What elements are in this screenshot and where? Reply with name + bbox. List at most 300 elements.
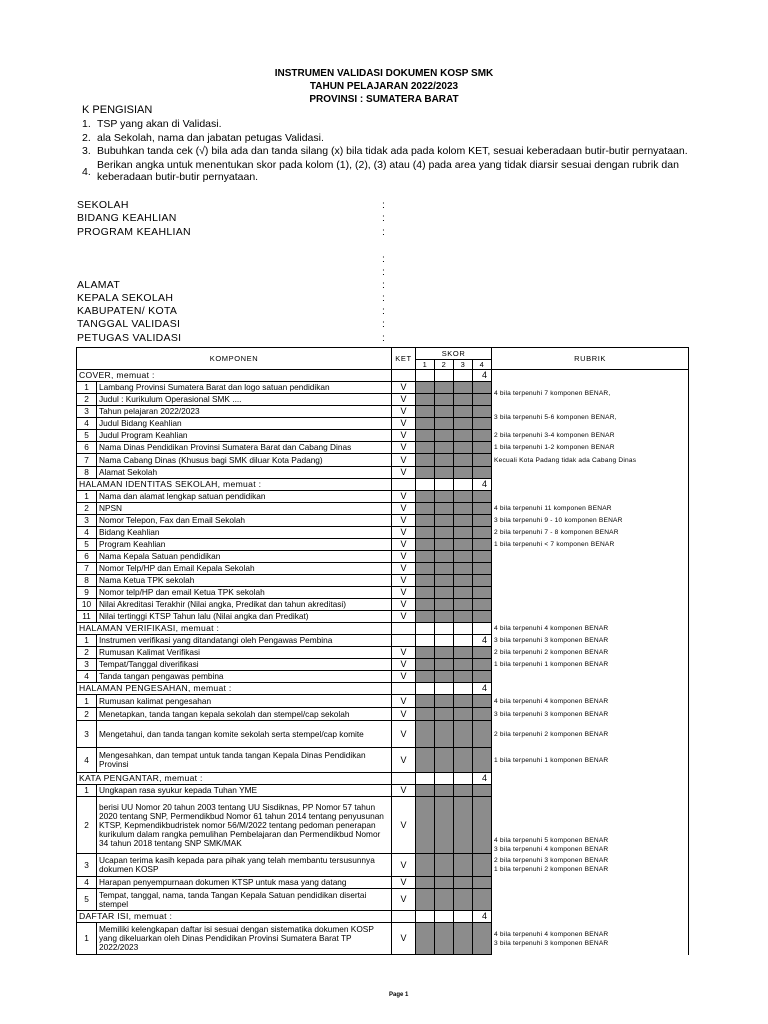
item-number: 1 <box>77 635 97 647</box>
item-number: 9 <box>77 587 97 599</box>
item-number: 4 <box>77 671 97 683</box>
table-row <box>77 382 689 394</box>
skor-cell-4 <box>473 877 492 889</box>
skor-cell-2 <box>435 551 454 563</box>
item-number: 2 <box>77 394 97 406</box>
ket-check: V <box>392 430 416 442</box>
rubrik-cell: 4 bila terpenuhi 7 komponen BENAR, <box>492 382 689 406</box>
rubrik-cell: 3 bila terpenuhi 3 komponen BENAR <box>492 635 689 647</box>
table-row <box>77 695 689 708</box>
field-petugas-validasi: PETUGAS VALIDASI <box>77 332 182 344</box>
skor-cell-4 <box>473 515 492 527</box>
skor-cell-2 <box>435 911 454 923</box>
header-skor: SKOR <box>416 348 492 360</box>
skor-cell-3 <box>454 551 473 563</box>
skor-cell-4 <box>473 551 492 563</box>
table-row <box>77 708 689 721</box>
item-number: 4 <box>77 748 97 773</box>
ket-check: V <box>392 889 416 911</box>
skor-cell-3 <box>454 923 473 955</box>
field-colon: : <box>382 292 385 304</box>
skor-cell-2 <box>435 708 454 721</box>
item-text: Judul : Kurikulum Operasional SMK .... <box>97 394 392 406</box>
rubrik-cell <box>492 370 689 382</box>
ket-check <box>392 635 416 647</box>
section-row-identitas <box>77 479 689 491</box>
table-row <box>77 748 689 773</box>
skor-cell-4 <box>473 454 492 467</box>
item-number: 1 <box>77 695 97 708</box>
item-number: 4 <box>77 527 97 539</box>
ket-check: V <box>392 854 416 877</box>
skor-cell-4 <box>473 503 492 515</box>
skor-cell-1 <box>416 527 435 539</box>
rubrik-cell <box>492 854 689 877</box>
ket-check: V <box>392 785 416 797</box>
skor-cell-4 <box>473 623 492 635</box>
instruction-text: ala Sekolah, nama dan jabatan petugas Validasi. <box>97 132 324 144</box>
skor-cell-3 <box>454 370 473 382</box>
skor-cell-1 <box>416 911 435 923</box>
table-row <box>77 797 689 854</box>
item-text: Nomor telp/HP dan email Ketua TPK sekolah <box>97 587 392 599</box>
skor-cell-3 <box>454 635 473 647</box>
header-skor-4: 4 <box>473 360 492 370</box>
skor-cell-4 <box>473 748 492 773</box>
item-number: 8 <box>77 575 97 587</box>
field-colon: : <box>382 318 385 330</box>
skor-cell-3 <box>454 539 473 551</box>
section-row-verifikasi <box>77 623 689 635</box>
ket-cell <box>392 479 416 491</box>
item-text: Nomor Telepon, Fax dan Email Sekolah <box>97 515 392 527</box>
ket-check: V <box>392 503 416 515</box>
skor-cell-3 <box>454 611 473 623</box>
ket-check: V <box>392 748 416 773</box>
table-row <box>77 551 689 563</box>
skor-cell-1 <box>416 491 435 503</box>
field-kabupaten-kota: KABUPATEN/ KOTA <box>77 305 178 317</box>
skor-cell-1 <box>416 515 435 527</box>
table-row <box>77 454 689 467</box>
skor-cell-1 <box>416 442 435 454</box>
skor-cell-4 <box>473 889 492 911</box>
rubrik-line: 1 bila terpenuhi 2 komponen BENAR <box>494 866 609 873</box>
skor-cell-1 <box>416 773 435 785</box>
page-footer: Page 1 <box>389 992 409 998</box>
skor-cell-3 <box>454 647 473 659</box>
item-text: Nomor Telp/HP dan Email Kepala Sekolah <box>97 563 392 575</box>
rubrik-cell <box>492 797 689 854</box>
skor-cell-2 <box>435 923 454 955</box>
item-number: 4 <box>77 418 97 430</box>
skor-cell-1 <box>416 889 435 911</box>
skor-cell-4 <box>473 563 492 575</box>
ket-check: V <box>392 563 416 575</box>
rubrik-cell: Kecuali Kota Padang tidak ada Cabang Dinas <box>492 454 689 467</box>
item-text: Harapan penyempurnaan dokumen KTSP untuk masa yang datang <box>97 877 392 889</box>
item-text: Nilai Akreditasi Terakhir (Nilai angka, Predikat dan tahun akreditasi) <box>97 599 392 611</box>
item-number: 8 <box>77 467 97 479</box>
skor-cell-4 <box>473 430 492 442</box>
header-skor-3: 3 <box>454 360 473 370</box>
skor-cell-1 <box>416 394 435 406</box>
skor-cell-2 <box>435 406 454 418</box>
rubrik-cell: 4 bila terpenuhi 4 komponen BENAR <box>492 695 689 708</box>
instruction-number: 2. <box>82 132 91 144</box>
section-row-daftar <box>77 911 689 923</box>
skor-cell-2 <box>435 797 454 854</box>
skor-cell-3 <box>454 503 473 515</box>
rubrik-line: 4 bila terpenuhi 5 komponen BENAR <box>494 836 609 844</box>
item-number: 2 <box>77 647 97 659</box>
item-text: berisi UU Nomor 20 tahun 2003 tentang UU Sisdiknas, PP Nomor 57 tahun 2020 tentang SNP, Permendikbud Nomor 61 tahun 2014 tentang penyusunan KTSP, Kepmendikbudristek nomor 56/M/2022 tentang pedoman penerapan kurikulum dalam rangka pemulihan Pembelajaran dan Permendikbud Nomor 34 tahun 2018 tentang SNP SMK/MAK <box>97 797 392 854</box>
item-text: Rumusan Kalimat Verifikasi <box>97 647 392 659</box>
skor-cell-3 <box>454 708 473 721</box>
rubrik-cell <box>492 683 689 695</box>
rubrik-line: 2 bila terpenuhi 3 komponen BENAR <box>494 857 609 864</box>
rubrik-cell: 4 bila terpenuhi 11 komponen BENAR <box>492 503 689 515</box>
instruction-number: 1. <box>82 118 91 130</box>
table-row <box>77 635 689 647</box>
skor-cell-3 <box>454 587 473 599</box>
skor-cell-2 <box>435 587 454 599</box>
rubrik-cell <box>492 467 689 479</box>
item-text: Instrumen verifikasi yang ditandatangi oleh Pengawas Pembina <box>97 635 392 647</box>
ket-check: V <box>392 599 416 611</box>
skor-cell-2 <box>435 515 454 527</box>
skor-cell-4 <box>473 575 492 587</box>
table-row <box>77 491 689 503</box>
skor-cell-2 <box>435 877 454 889</box>
item-text: Nama Cabang Dinas (Khusus bagi SMK diluar Kota Padang) <box>97 454 392 467</box>
field-colon: : <box>382 253 385 265</box>
ket-check: V <box>392 659 416 671</box>
rubrik-cell <box>492 785 689 797</box>
table-row <box>77 785 689 797</box>
field-colon: : <box>382 332 385 344</box>
skor-cell-1 <box>416 683 435 695</box>
skor-cell-4 <box>473 418 492 430</box>
item-number: 5 <box>77 430 97 442</box>
document-subtitle-year: TAHUN PELAJARAN 2022/2023 <box>309 81 459 92</box>
rubrik-cell: 2 bila terpenuhi 3-4 komponen BENAR <box>492 430 689 442</box>
item-text: Alamat Sekolah <box>97 467 392 479</box>
skor-cell-1 <box>416 647 435 659</box>
document-subtitle-province: PROVINSI : SUMATERA BARAT <box>309 94 459 105</box>
skor-cell-3 <box>454 491 473 503</box>
document-title: INSTRUMEN VALIDASI DOKUMEN KOSP SMK <box>274 68 494 79</box>
skor-cell-3 <box>454 527 473 539</box>
item-text: Mengesahkan, dan tempat untuk tanda tangan Kepala Dinas Pendidikan Provinsi <box>97 748 392 773</box>
skor-cell-3 <box>454 467 473 479</box>
skor-cell-2 <box>435 721 454 748</box>
item-text: Mengetahui, dan tanda tangan komite sekolah serta stempel/cap komite <box>97 721 392 748</box>
skor-cell-4 <box>473 695 492 708</box>
skor-cell-4 <box>473 611 492 623</box>
rubrik-line: 3 bila terpenuhi 3 komponen BENAR <box>494 939 609 947</box>
rubrik-cell: 3 bila terpenuhi 3 komponen BENAR <box>492 708 689 721</box>
item-text: Rumusan kalimat pengesahan <box>97 695 392 708</box>
ket-check: V <box>392 382 416 394</box>
header-komponen: KOMPONEN <box>77 348 392 370</box>
ket-check: V <box>392 797 416 854</box>
skor-cell-1 <box>416 479 435 491</box>
validation-table <box>76 347 689 955</box>
skor-cell-2 <box>435 599 454 611</box>
item-text: Nama Kepala Satuan pendidikan <box>97 551 392 563</box>
ket-cell <box>392 683 416 695</box>
skor-cell-3 <box>454 563 473 575</box>
ket-check: V <box>392 551 416 563</box>
rubrik-cell: 1 bila terpenuhi 1 komponen BENAR <box>492 748 689 773</box>
skor-cell-3 <box>454 671 473 683</box>
skor-cell-1 <box>416 503 435 515</box>
skor-cell-4 <box>473 671 492 683</box>
field-colon: : <box>382 266 385 278</box>
table-row <box>77 515 689 527</box>
skor-cell-1 <box>416 659 435 671</box>
skor-cell-2 <box>435 683 454 695</box>
skor-cell-4 <box>473 721 492 748</box>
skor-cell-2 <box>435 659 454 671</box>
item-text: Nama Dinas Pendidikan Provinsi Sumatera Barat dan Cabang Dinas <box>97 442 392 454</box>
skor-cell-3 <box>454 797 473 854</box>
skor-cell-2 <box>435 527 454 539</box>
skor-cell-4 <box>473 491 492 503</box>
skor-cell-4: 4 <box>473 773 492 785</box>
field-kepala-sekolah: KEPALA SEKOLAH <box>77 292 174 304</box>
skor-cell-4 <box>473 785 492 797</box>
header-rubrik: RUBRIK <box>492 348 689 370</box>
table-body <box>77 370 689 955</box>
skor-cell-3 <box>454 721 473 748</box>
item-number: 3 <box>77 515 97 527</box>
ket-check: V <box>392 721 416 748</box>
rubrik-line: 3 bila terpenuhi 4 komponen BENAR <box>494 845 609 853</box>
table-row <box>77 671 689 683</box>
ket-check: V <box>392 539 416 551</box>
section-row-pengantar <box>77 773 689 785</box>
skor-cell-4 <box>473 442 492 454</box>
ket-check: V <box>392 575 416 587</box>
skor-cell-1 <box>416 611 435 623</box>
rubrik-cell: 4 bila terpenuhi 4 komponen BENAR <box>492 623 689 635</box>
item-number: 3 <box>77 854 97 877</box>
item-number: 2 <box>77 503 97 515</box>
skor-cell-3 <box>454 454 473 467</box>
item-number: 5 <box>77 889 97 911</box>
item-number: 7 <box>77 454 97 467</box>
field-colon: : <box>382 226 385 238</box>
section-row-cover <box>77 370 689 382</box>
ket-cell <box>392 911 416 923</box>
ket-check: V <box>392 406 416 418</box>
skor-cell-2 <box>435 394 454 406</box>
skor-cell-1 <box>416 370 435 382</box>
rubrik-cell <box>492 889 689 911</box>
ket-check: V <box>392 454 416 467</box>
skor-cell-4 <box>473 527 492 539</box>
skor-cell-3 <box>454 889 473 911</box>
table-row <box>77 647 689 659</box>
skor-cell-2 <box>435 773 454 785</box>
skor-cell-1 <box>416 785 435 797</box>
skor-cell-3 <box>454 773 473 785</box>
skor-cell-4: 4 <box>473 635 492 647</box>
item-text: Tempat/Tanggal diverifikasi <box>97 659 392 671</box>
rubrik-cell: 2 bila terpenuhi 7 - 8 komponen BENAR <box>492 527 689 539</box>
skor-cell-3 <box>454 623 473 635</box>
item-number: 1 <box>77 785 97 797</box>
skor-cell-3 <box>454 442 473 454</box>
skor-cell-3 <box>454 877 473 889</box>
skor-cell-4: 4 <box>473 479 492 491</box>
item-number: 10 <box>77 599 97 611</box>
skor-cell-4 <box>473 539 492 551</box>
rubrik-cell: 1 bila terpenuhi < 7 komponen BENAR <box>492 539 689 551</box>
instruction-number: 3. <box>82 145 91 157</box>
item-text: Memiliki kelengkapan daftar isi sesuai dengan sistematika dokumen KOSP yang dikeluarkan oleh Dinas Pendidikan Provinsi Sumatera Barat TP 2022/2023 <box>97 923 392 955</box>
skor-cell-1 <box>416 418 435 430</box>
item-number: 2 <box>77 797 97 854</box>
header-skor-2: 2 <box>435 360 454 370</box>
skor-cell-1 <box>416 454 435 467</box>
item-text: Tahun pelajaran 2022/2023 <box>97 406 392 418</box>
ket-check: V <box>392 923 416 955</box>
ket-check: V <box>392 877 416 889</box>
ket-cell <box>392 623 416 635</box>
skor-cell-1 <box>416 575 435 587</box>
item-number: 11 <box>77 611 97 623</box>
item-number: 7 <box>77 563 97 575</box>
item-text: Nilai tertinggi KTSP Tahun lalu (Nilai angka dan Predikat) <box>97 611 392 623</box>
skor-cell-1 <box>416 467 435 479</box>
item-text: Ungkapan rasa syukur kepada Tuhan YME <box>97 785 392 797</box>
skor-cell-1 <box>416 563 435 575</box>
field-bidang-keahlian: BIDANG KEAHLIAN <box>77 212 177 224</box>
skor-cell-4: 4 <box>473 683 492 695</box>
skor-cell-2 <box>435 611 454 623</box>
field-colon: : <box>382 212 385 224</box>
item-text: Nama Ketua TPK sekolah <box>97 575 392 587</box>
skor-cell-1 <box>416 671 435 683</box>
item-text: Nama dan alamat lengkap satuan pendidikan <box>97 491 392 503</box>
item-number: 2 <box>77 708 97 721</box>
skor-cell-2 <box>435 889 454 911</box>
skor-cell-1 <box>416 587 435 599</box>
field-colon: : <box>382 305 385 317</box>
skor-cell-1 <box>416 721 435 748</box>
ket-check: V <box>392 491 416 503</box>
skor-cell-3 <box>454 515 473 527</box>
skor-cell-3 <box>454 911 473 923</box>
skor-cell-4 <box>473 406 492 418</box>
skor-cell-2 <box>435 785 454 797</box>
instruction-number: 4. <box>82 166 91 178</box>
ket-check: V <box>392 671 416 683</box>
rubrik-cell: 3 bila terpenuhi 9 - 10 komponen BENAR <box>492 515 689 527</box>
rubrik-cell <box>492 877 689 889</box>
table-row <box>77 659 689 671</box>
instruction-text: Bubuhkan tanda cek (√) bila ada dan tanda silang (x) bila tidak ada pada kolom KET, sesuai keberadaan butir-butir pernyataan. <box>97 145 688 157</box>
rubrik-cell <box>492 551 689 623</box>
skor-cell-2 <box>435 491 454 503</box>
petunjuk-heading: K PENGISIAN <box>82 104 153 116</box>
skor-cell-3 <box>454 430 473 442</box>
skor-cell-3 <box>454 418 473 430</box>
table-row <box>77 889 689 911</box>
skor-cell-2 <box>435 563 454 575</box>
section-title: KATA PENGANTAR, memuat : <box>77 773 392 785</box>
skor-cell-2 <box>435 854 454 877</box>
table-row <box>77 877 689 889</box>
rubrik-cell: 2 bila terpenuhi 2 komponen BENAR <box>492 647 689 659</box>
ket-check: V <box>392 527 416 539</box>
skor-cell-2 <box>435 671 454 683</box>
skor-cell-2 <box>435 442 454 454</box>
table-row <box>77 430 689 442</box>
skor-cell-3 <box>454 479 473 491</box>
table-row <box>77 406 689 418</box>
skor-cell-2 <box>435 382 454 394</box>
item-number: 6 <box>77 442 97 454</box>
table-row <box>77 527 689 539</box>
item-number: 6 <box>77 551 97 563</box>
skor-cell-4 <box>473 923 492 955</box>
item-number: 3 <box>77 721 97 748</box>
skor-cell-3 <box>454 575 473 587</box>
skor-cell-4 <box>473 394 492 406</box>
skor-cell-4: 4 <box>473 370 492 382</box>
item-text: Lambang Provinsi Sumatera Barat dan logo satuan pendidikan <box>97 382 392 394</box>
item-text: Tempat, tanggal, nama, tanda Tangan Kepala Satuan pendidikan disertai stempel <box>97 889 392 911</box>
skor-cell-1 <box>416 748 435 773</box>
field-alamat: ALAMAT <box>77 279 121 291</box>
section-title: HALAMAN VERIFIKASI, memuat : <box>77 623 392 635</box>
ket-check: V <box>392 418 416 430</box>
table-row <box>77 442 689 454</box>
instruction-text: TSP yang akan di Validasi. <box>97 118 222 130</box>
skor-cell-2 <box>435 623 454 635</box>
skor-cell-4 <box>473 467 492 479</box>
skor-cell-2 <box>435 503 454 515</box>
ket-check: V <box>392 394 416 406</box>
item-number: 1 <box>77 923 97 955</box>
skor-cell-3 <box>454 406 473 418</box>
skor-cell-2 <box>435 748 454 773</box>
skor-cell-3 <box>454 695 473 708</box>
skor-cell-4 <box>473 599 492 611</box>
item-number: 4 <box>77 877 97 889</box>
table-row <box>77 721 689 748</box>
item-text: Program Keahlian <box>97 539 392 551</box>
item-text: NPSN <box>97 503 392 515</box>
skor-cell-2 <box>435 454 454 467</box>
ket-check: V <box>392 442 416 454</box>
skor-cell-4 <box>473 708 492 721</box>
skor-cell-3 <box>454 599 473 611</box>
skor-cell-4 <box>473 797 492 854</box>
rubrik-cell: 1 bila terpenuhi 1-2 komponen BENAR <box>492 442 689 454</box>
ket-check: V <box>392 695 416 708</box>
rubrik-cell <box>492 773 689 785</box>
ket-check: V <box>392 587 416 599</box>
item-text: Menetapkan, tanda tangan kepala sekolah dan stempel/cap sekolah <box>97 708 392 721</box>
ket-cell <box>392 370 416 382</box>
skor-cell-1 <box>416 623 435 635</box>
item-text: Judul Program Keahlian <box>97 430 392 442</box>
